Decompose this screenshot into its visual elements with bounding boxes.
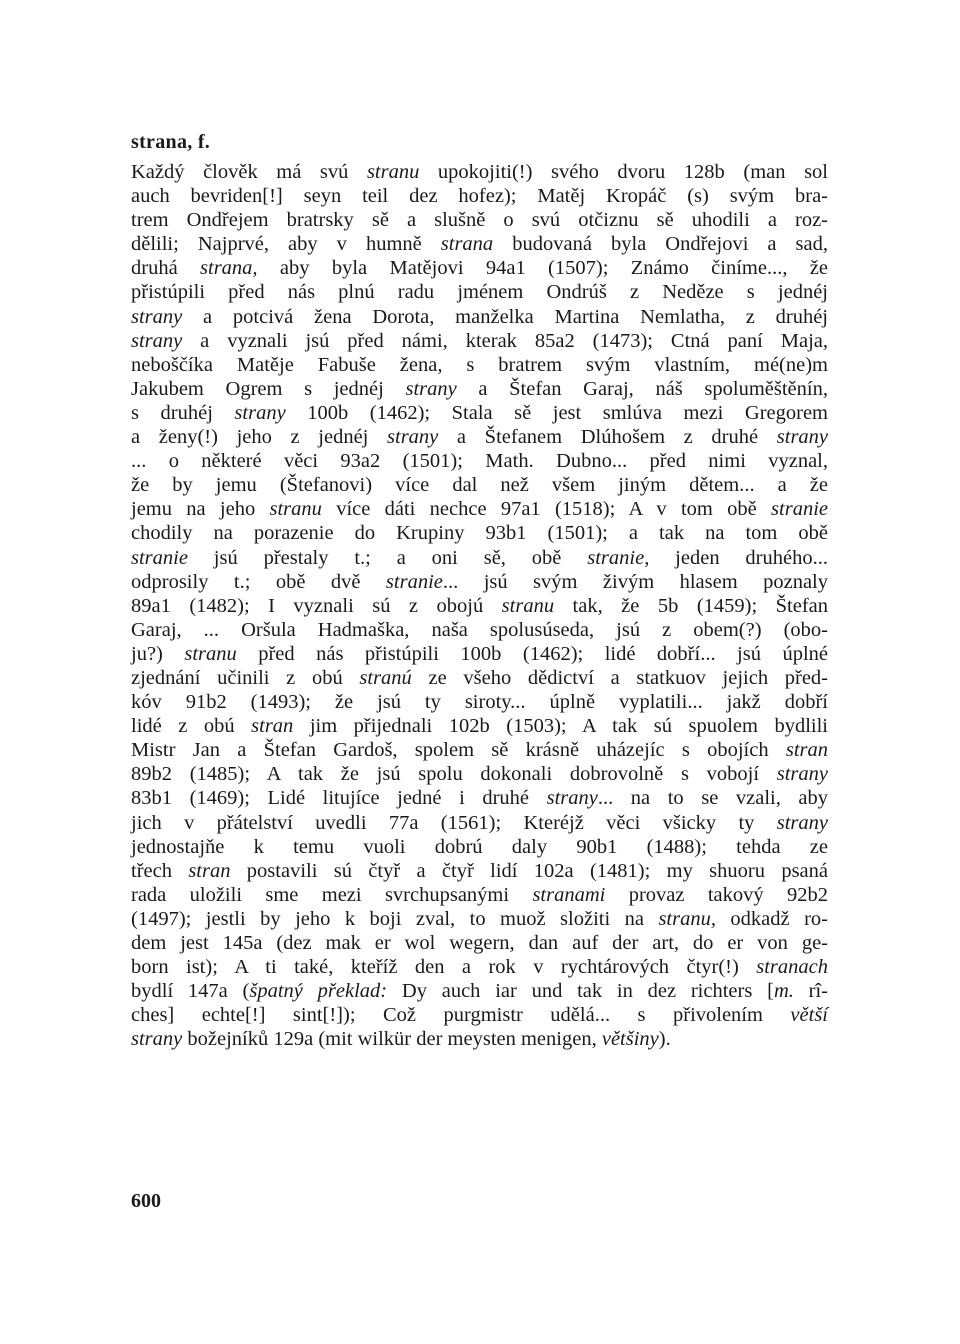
entry-body [131,160,828,1051]
text-line: kóv 91b2 (1493); že jsú ty siroty... úplně vyplatili... jakž dobří [131,691,828,714]
text-line: přistúpili před nás plnú radu jménem Ondrúš z Neděze s jednéj [131,281,828,304]
text-line: strany a vyznali jsú před námi, kterak 85a2 (1473); Ctná paní Maja, [131,329,828,352]
text-line: Každý člověk má svú stranu upokojiti(!) svého dvoru 128b (man sol [131,161,828,183]
text-line: auch bevriden[!] seyn teil dez hofez); Matěj Kropáč (s) svým bra- [131,185,828,208]
text-line: ju?) stranu před nás přistúpili 100b (1462); lidé dobří... jsú úplné [131,642,828,665]
text-line: zjednání učinili z obú stranú ze všeho dědictví a statkuov jejich před- [131,666,828,689]
text-line: a ženy(!) jeho z jednéj strany a Štefanem Dlúhošem z druhé strany [131,426,829,449]
dictionary-page [131,128,828,1051]
text-line: bydlí 147a (špatný překlad: Dy auch iar und tak in dez richters [m. rî- [131,980,828,1003]
text-line: Jakubem Ogrem s jednéj strany a Štefan Garaj, náš spoluměštěnín, [131,377,828,400]
text-line: jednostajňe k temu vuoli dobrú daly 90b1 (1488); tehda ze [131,835,828,858]
text-line: třech stran postavili sú čtyř a čtyř lidí 102a (1481); my shuoru psaná [131,859,828,882]
text-line: (1497); jestli by jeho k boji zval, to muož složiti na stranu, odkadž ro- [131,907,828,930]
text-line: trem Ondřejem bratrsky sě a slušně o svú otčiznu sě uhodili a roz- [131,209,828,232]
text-line: 89b2 (1485); A tak že jsú spolu dokonali dobrovolně s vobojí strany [131,763,828,786]
text-line: chodily na porazenie do Krupiny 93b1 (1501); a tak na tom obě [131,522,828,545]
text-line: ches] echte[!] sint[!]); Což purgmistr udělá... s přivolením větší [131,1004,828,1027]
text-line: ... o některé věci 93a2 (1501); Math. Dubno... před nimi vyznal, [131,450,828,473]
text-line: strany a potcivá žena Dorota, manželka Martina Nemlatha, z druhéj [131,305,828,328]
text-line: odprosily t.; obě dvě stranie... jsú svým živým hlasem poznaly [131,570,828,593]
text-line: jemu na jeho stranu více dáti nechce 97a1 (1518); A v tom obě stranie [131,498,828,521]
text-line: dem jest 145a (dez mak er wol wegern, dan auf der art, do er von ge- [131,932,828,954]
text-line: stranie jsú přestaly t.; a oni sě, obě stranie, jeden druhého... [131,546,828,569]
text-line: lidé z obú stran jim přijednali 102b (1503); A tak sú spuolem bydlili [131,715,828,738]
text-line: jich v přátelství uvedli 77a (1561); Kteréjž věci všicky ty strany [131,811,828,834]
text-line: že by jemu (Štefanovi) více dal než všem jiným dětem... a že [131,474,828,497]
text-line: 89a1 (1482); I vyznali sú z obojú stranu tak, že 5b (1459); Štefan [131,594,829,617]
text-line: Mistr Jan a Štefan Gardoš, spolem sě krásně uházejíc s obojích stran [131,739,828,762]
page-number: 600 [131,1190,161,1212]
text-line: born ist); A ti také, kteříž den a rok v rychtárových čtyr(!) stranach [131,956,828,979]
text-line: Garaj, ... Oršula Hadmaška, naša spolusúseda, jsú z obem(?) (obo- [131,618,828,641]
text-line: dělili; Najprvé, aby v humně strana budovaná byla Ondřejovi a sad, [131,233,828,256]
text-line: rada uložili sme mezi svrchupsanými stranami provaz takový 92b2 [131,883,828,906]
text-line: strany božejníků 129a (mit wilkür der meysten menigen, většiny). [131,1028,671,1051]
text-line: 83b1 (1469); Lidé litujíce jedné i druhé strany... na to se vzali, aby [131,787,828,810]
entry-headword: strana, f. [131,131,211,153]
text-line: druhá strana, aby byla Matějovi 94a1 (1507); Známo činíme..., že [131,257,828,280]
text-line: neboščíka Matěje Fabuše žena, s bratrem svým vlastním, mé(ne)m [131,353,828,376]
text-line: s druhéj strany 100b (1462); Stala sě jest smlúva mezi Gregorem [131,401,828,424]
